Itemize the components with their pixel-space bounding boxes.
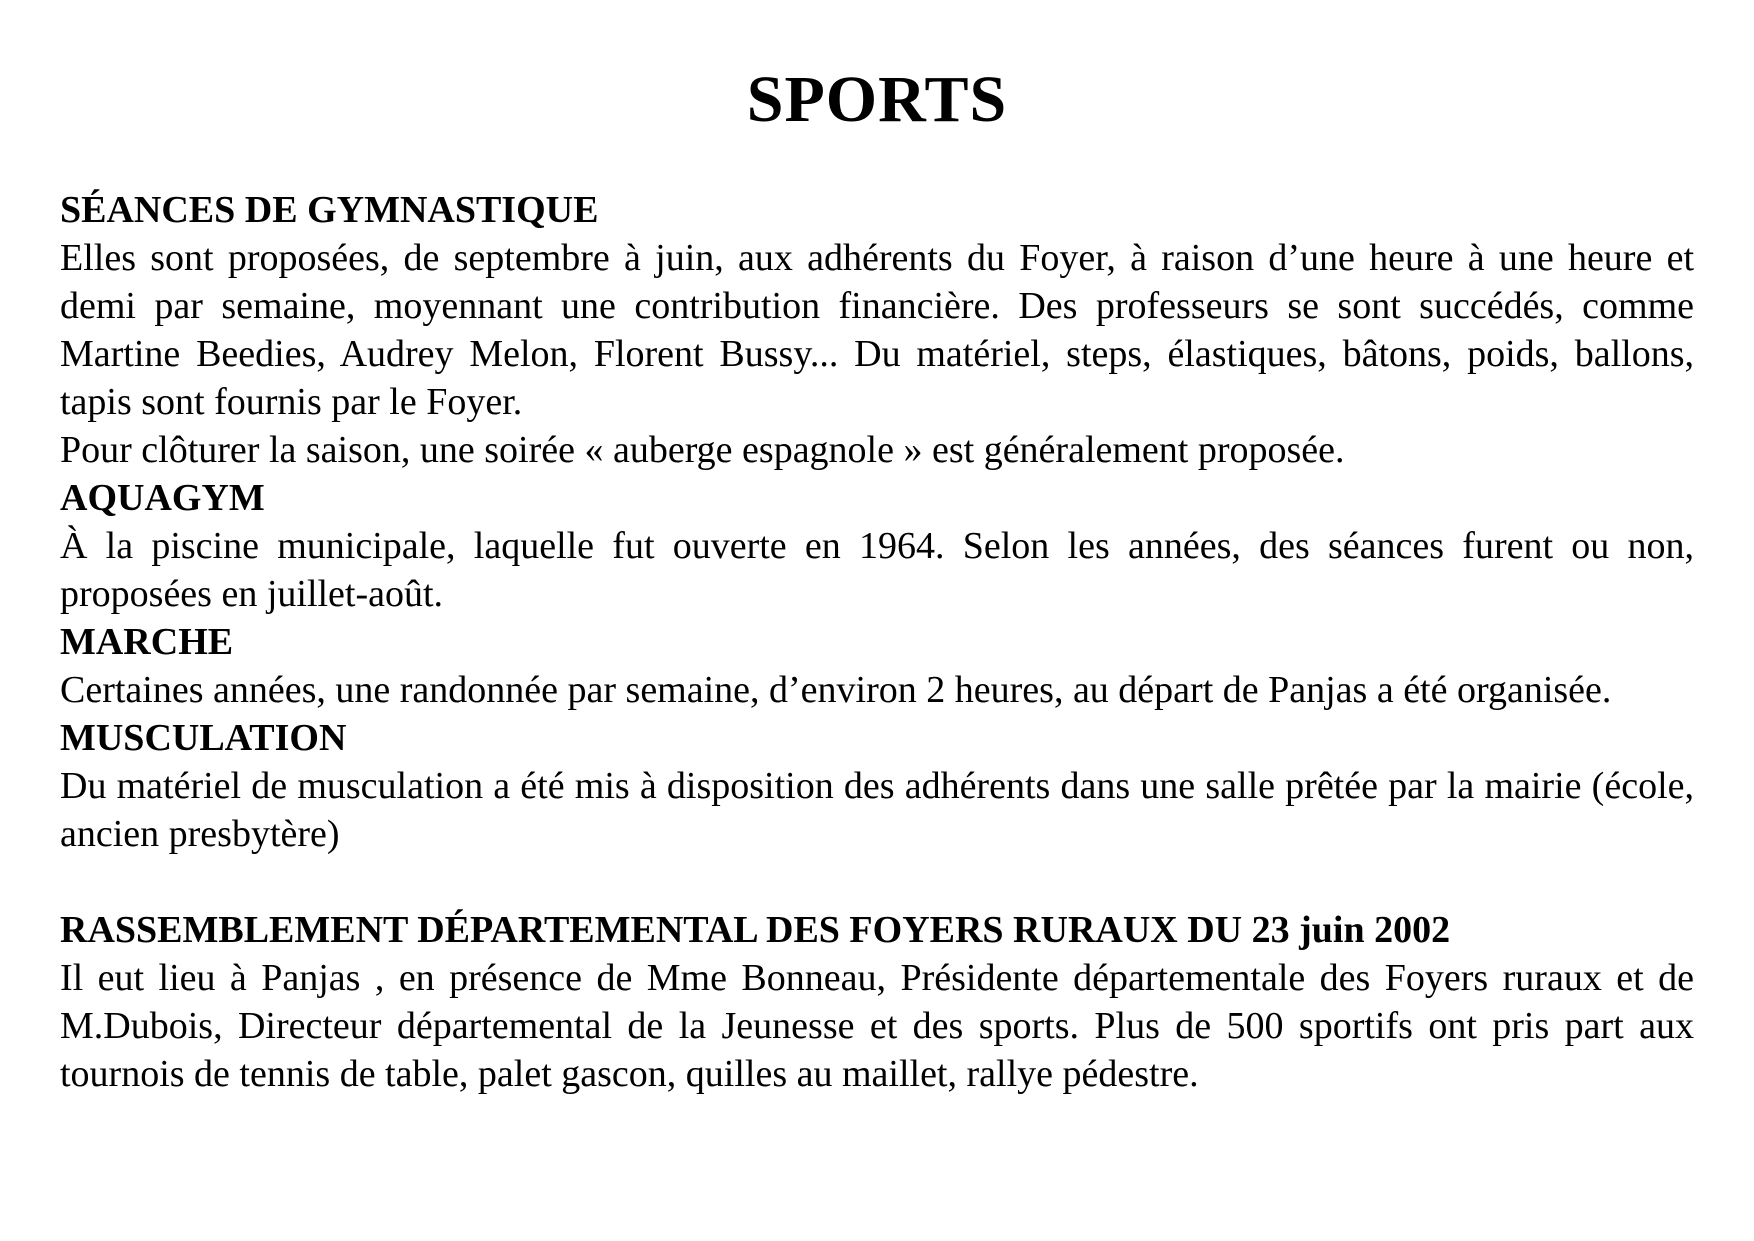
document-body xyxy=(60,186,1694,1098)
section-heading: SÉANCES DE GYMNASTIQUE xyxy=(60,189,599,231)
section-paragraph: Elles sont proposées, de septembre à juin, aux adhérents du Foyer, à raison d’une heure à une heure et demi par semaine, moyennant une contribution financière. Des professeurs se sont succédés, comme Martine Beedies, Audrey Melon, Florent Bussy... Du matériel, steps, élastiques, bâtons, poids, ballons, tapis sont fournis par le Foyer. xyxy=(60,237,1694,423)
section-musculation xyxy=(60,714,1694,858)
section-paragraph: Il eut lieu à Panjas , en présence de Mme Bonneau, Présidente départementale des Foyers ruraux et de M.Dubois, Directeur départemental de la Jeunesse et des sports. Plus de 500 sportifs ont pris part aux tournois de tennis de table, palet gascon, quilles au maillet, rallye pédestre. xyxy=(60,957,1694,1095)
section-heading: AQUAGYM xyxy=(60,477,265,519)
section-gymnastique xyxy=(60,186,1694,474)
section-aquagym xyxy=(60,474,1694,618)
section-paragraph: Du matériel de musculation a été mis à disposition des adhérents dans une salle prêtée par la mairie (école, ancien presbytère) xyxy=(60,765,1694,855)
page-title: SPORTS xyxy=(746,63,1008,136)
section-paragraph: Certaines années, une randonnée par semaine, d’environ 2 heures, au départ de Panjas a été organisée. xyxy=(60,669,1612,711)
section-paragraph: À la piscine municipale, laquelle fut ouverte en 1964. Selon les années, des séances furent ou non, proposées en juillet-août. xyxy=(60,525,1694,615)
section-heading: RASSEMBLEMENT DÉPARTEMENTAL DES FOYERS RURAUX DU 23 juin 2002 xyxy=(60,909,1451,951)
section-paragraph: Pour clôturer la saison, une soirée « auberge espagnole » est généralement proposée. xyxy=(60,429,1345,471)
section-heading: MUSCULATION xyxy=(60,717,347,759)
section-spacer xyxy=(60,858,1694,906)
section-marche xyxy=(60,618,1694,714)
section-rassemblement xyxy=(60,906,1694,1098)
section-heading: MARCHE xyxy=(60,621,234,663)
